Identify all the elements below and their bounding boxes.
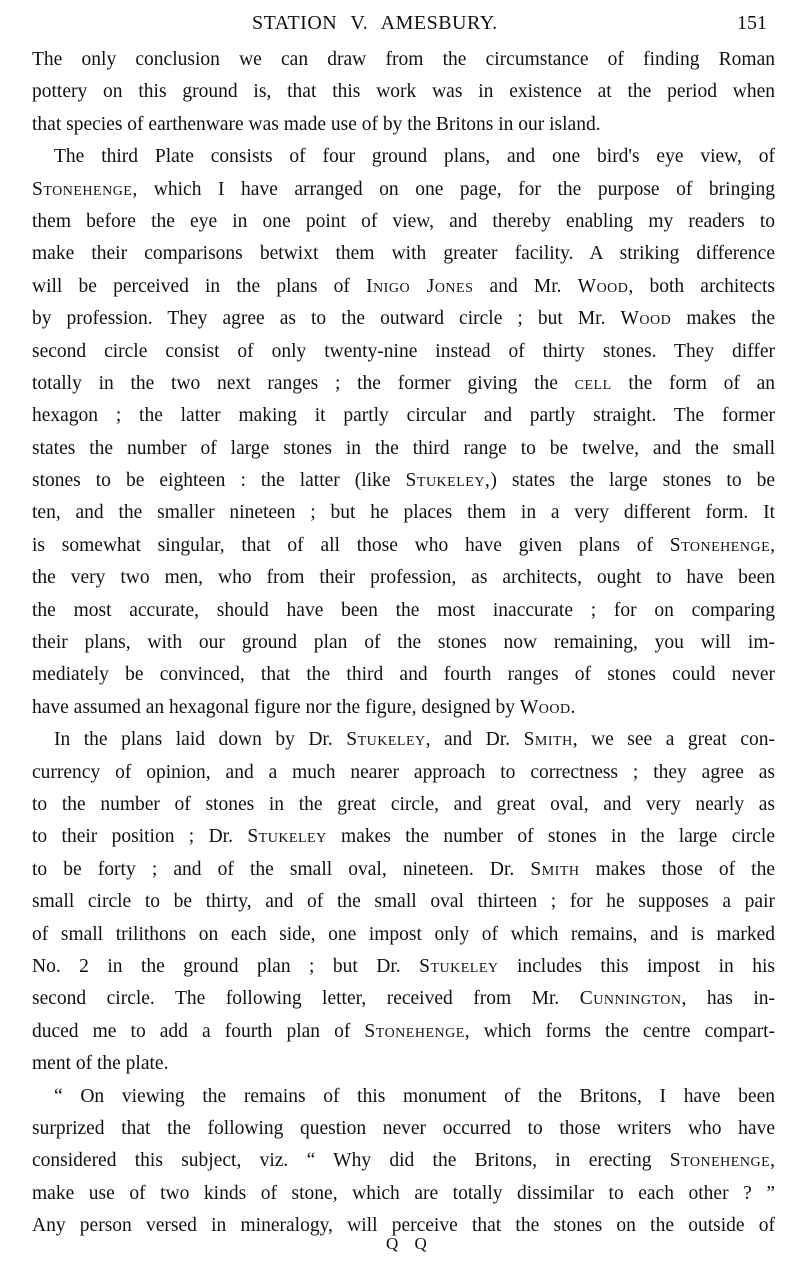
text-segment: . — [570, 696, 576, 718]
running-title: STATION V. AMESBURY. — [252, 12, 498, 34]
text-line — [32, 368, 775, 400]
text-segment: stones to be eighteen : the latter (like — [32, 470, 406, 492]
text-line — [32, 659, 775, 691]
text-segment: The third Plate consists of four ground plans, and one bird's eye view, of — [54, 146, 775, 168]
text-segment: their plans, with our ground plan of the stones now remaining, you will im- — [32, 632, 775, 654]
text-line — [32, 595, 775, 627]
text-segment: second circle. The following letter, received from Mr. — [32, 988, 580, 1010]
small-caps-name: Smith — [530, 858, 580, 880]
text-line — [32, 757, 775, 789]
body-text — [32, 44, 775, 1242]
text-segment: pottery on this ground is, that this work was in existence at the period when — [32, 81, 775, 103]
text-line — [32, 497, 775, 529]
text-segment: No. 2 in the ground plan ; but Dr. — [32, 955, 420, 977]
text-segment: includes this impost in his — [498, 955, 775, 977]
text-segment: to be forty ; and of the small oval, nineteen. Dr. — [32, 858, 531, 880]
text-segment: , and Dr. — [425, 729, 524, 751]
text-segment: , which forms the centre compart- — [464, 1020, 775, 1042]
text-line — [32, 44, 775, 76]
text-segment: states the number of large stones in the third range to be twelve, and the small — [32, 437, 775, 459]
text-segment: , has in- — [681, 988, 775, 1010]
small-caps-name: Stonehenge — [32, 178, 133, 200]
text-segment: second circle consist of only twenty-nine instead of thirty stones. They differ — [32, 340, 775, 362]
text-line — [32, 530, 775, 562]
text-line — [32, 433, 775, 465]
text-segment: to their position ; Dr. — [32, 826, 248, 848]
text-segment: small circle to be thirty, and of the small oval thirteen ; for he supposes a pair — [32, 891, 775, 913]
text-line — [32, 76, 775, 108]
text-segment: is somewhat singular, that of all those who have given plans of — [32, 534, 670, 556]
text-line — [32, 951, 775, 983]
text-segment: hexagon ; the latter making it partly circular and partly straight. The former — [32, 405, 775, 427]
text-line — [32, 692, 775, 724]
text-line — [32, 174, 775, 206]
text-line — [32, 821, 775, 853]
small-caps-name: Stonehenge — [669, 1150, 771, 1172]
small-caps-name: Wood — [519, 696, 571, 718]
text-line — [32, 206, 775, 238]
text-segment: of small trilithons on each side, one impost only of which remains, and is marked — [32, 923, 775, 945]
small-caps-name: Stukeley — [419, 955, 499, 977]
small-caps-name: Wood — [577, 275, 629, 297]
text-segment: , we see a great con- — [572, 729, 776, 751]
text-line — [32, 336, 775, 368]
text-segment: “ On viewing the remains of this monument of the Britons, I have been — [54, 1085, 775, 1107]
text-line — [32, 1145, 775, 1177]
text-segment: surprized that the following question never occurred to those writers who have — [32, 1117, 775, 1139]
small-caps-name: Stukeley, — [405, 470, 491, 492]
text-segment: the most accurate, should have been the most inaccurate ; for on comparing — [32, 599, 775, 621]
text-line — [32, 400, 775, 432]
text-segment: have assumed an hexagonal figure nor the figure, designed by — [32, 696, 520, 718]
text-segment: currency of opinion, and a much nearer approach to correctness ; they agree as — [32, 761, 775, 783]
text-line — [32, 303, 775, 335]
text-line — [32, 562, 775, 594]
text-segment: make use of two kinds of stone, which are totally dissimilar to each other ? ” — [32, 1182, 775, 1204]
text-line — [32, 1113, 775, 1145]
text-line — [32, 238, 775, 270]
text-line — [32, 886, 775, 918]
text-line — [32, 627, 775, 659]
text-segment: ment of the plate. — [32, 1053, 169, 1075]
text-segment: by profession. They agree as to the outward circle ; but Mr. — [32, 308, 621, 330]
text-line — [32, 789, 775, 821]
small-caps-name: Inigo Jones — [366, 275, 474, 297]
text-segment: , which I have arranged on one page, for the purpose of bringing — [132, 178, 775, 200]
text-segment: duced me to add a fourth plan of — [32, 1020, 365, 1042]
page-number: 151 — [737, 12, 767, 34]
text-segment: makes the number of stones in the large circle — [326, 826, 775, 848]
text-line — [32, 1048, 775, 1080]
text-segment: and Mr. — [473, 275, 578, 297]
text-segment: , both architects — [628, 275, 775, 297]
text-segment: ten, and the smaller nineteen ; but he places them in a very different form. It — [32, 502, 775, 524]
text-segment: Any person versed in mineralogy, will perceive that the stones on the outside of — [32, 1215, 775, 1237]
small-caps-name: Wood — [620, 308, 672, 330]
text-line — [32, 983, 775, 1015]
small-caps-name: Cunnington — [579, 988, 682, 1010]
text-segment: considered this subject, viz. “ Why did the Britons, in erecting — [32, 1150, 670, 1172]
text-line — [32, 724, 775, 756]
text-segment: that species of earthenware was made use of by the Britons in our island. — [32, 113, 601, 135]
text-line — [32, 1178, 775, 1210]
small-caps-name: Stukeley — [247, 826, 327, 848]
text-segment: , — [770, 534, 775, 556]
text-segment: The only conclusion we can draw from the circumstance of finding Roman — [32, 49, 775, 70]
text-line — [32, 141, 775, 173]
text-segment: totally in the two next ranges ; the former giving the — [32, 372, 575, 394]
text-line — [32, 109, 775, 141]
text-segment: the very two men, who from their profession, as architects, ought to have been — [32, 567, 775, 589]
text-segment: make their comparisons betwixt them with greater facility. A striking difference — [32, 243, 775, 265]
text-segment: In the plans laid down by Dr. — [54, 729, 347, 751]
text-line — [32, 854, 775, 886]
page-header — [0, 12, 800, 42]
text-segment: makes those of the — [579, 858, 775, 880]
signature-mark: Q Q — [386, 1234, 433, 1253]
small-caps-name: Stonehenge — [669, 534, 771, 556]
text-line — [32, 1081, 775, 1113]
text-segment: , — [770, 1150, 775, 1172]
text-segment: ) states the large stones to be — [490, 470, 775, 492]
small-caps-name: Stonehenge — [364, 1020, 465, 1042]
text-segment: makes the — [671, 308, 776, 330]
text-line — [32, 1016, 775, 1048]
text-segment: to the number of stones in the great circle, and great oval, and very nearly as — [32, 793, 775, 815]
text-segment: the form of an — [611, 372, 775, 394]
text-line — [32, 919, 775, 951]
small-caps-name: cell — [574, 372, 612, 394]
small-caps-name: Stukeley — [346, 729, 426, 751]
text-line — [32, 271, 775, 303]
text-segment: them before the eye in one point of view, and thereby enabling my readers to — [32, 210, 775, 232]
text-segment: mediately be convinced, that the third and fourth ranges of stones could never — [32, 664, 775, 686]
text-segment: will be perceived in the plans of — [32, 275, 367, 297]
small-caps-name: Smith — [523, 729, 573, 751]
text-line — [32, 465, 775, 497]
